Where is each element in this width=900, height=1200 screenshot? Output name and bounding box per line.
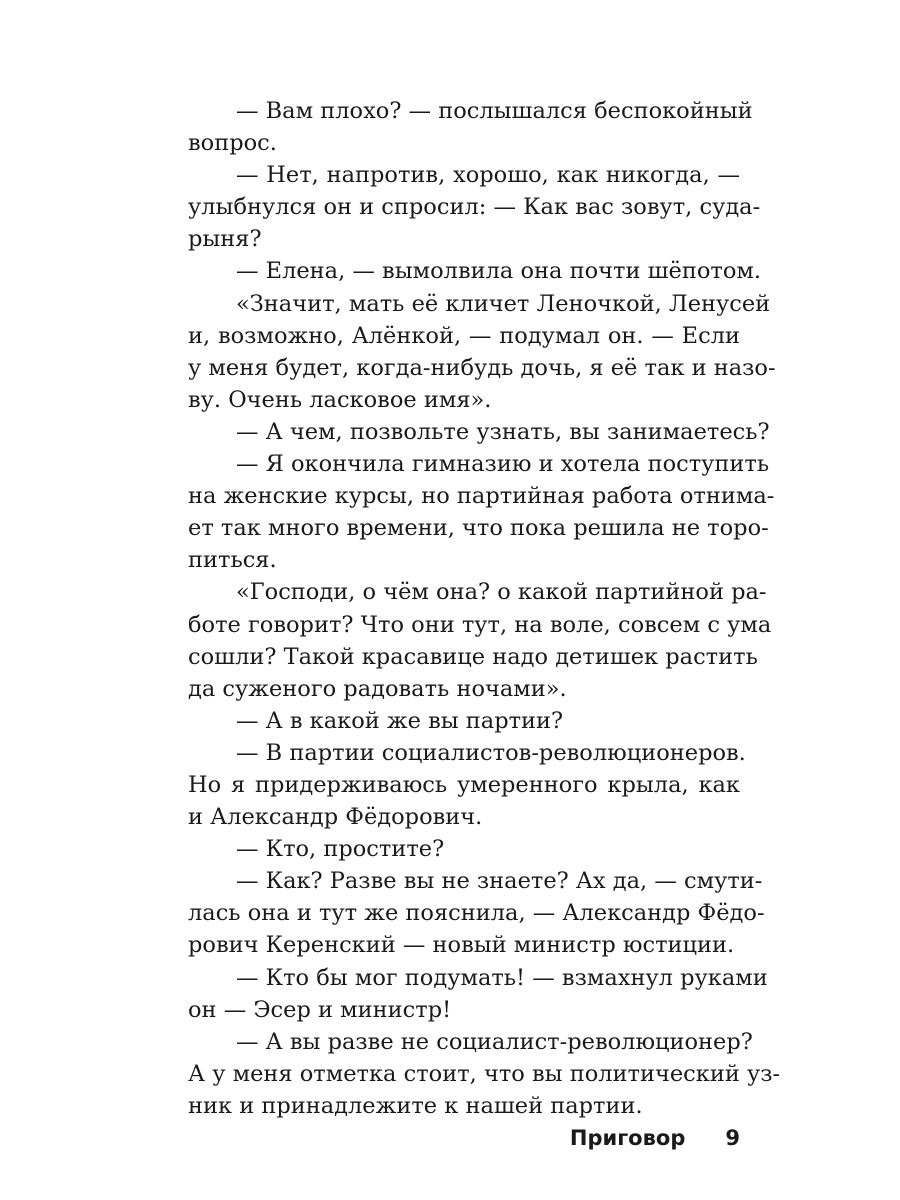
text-line: — Я окончила гимназию и хотела поступить	[236, 451, 770, 478]
paragraph	[188, 833, 740, 865]
text-line: на женские курсы, но партийная работа отнима-	[188, 483, 775, 510]
text-line: рович Керенский — новый министр юстиции.	[188, 932, 735, 959]
paragraph	[188, 95, 753, 159]
page-footer	[520, 1120, 740, 1156]
text-line: — А чем, позвольте узнать, вы занимаетесь?	[236, 418, 770, 445]
text-line: вопрос.	[188, 130, 277, 157]
text-line: ник и принадлежите к нашей партии.	[188, 1092, 643, 1119]
paragraph	[188, 962, 768, 1026]
paragraph	[188, 448, 775, 576]
text-line: рыня?	[188, 226, 262, 253]
paragraph	[188, 159, 761, 255]
text-line: — Как? Разве вы не знаете? Ах да, — смути-	[236, 868, 763, 895]
paragraph	[188, 576, 772, 704]
paragraph	[188, 737, 746, 833]
text-line: сошли? Такой красавице надо детишек растить	[188, 643, 758, 670]
text-line: улыбнулся он и спросил: — Как вас зовут, суда-	[188, 194, 761, 221]
text-line: ет так много времени, что пока решила не торо-	[188, 515, 769, 542]
running-title: Приговор	[569, 1126, 686, 1150]
paragraph	[188, 865, 765, 961]
text-line: лась она и тут же пояснила, — Александр Фёдо-	[188, 900, 765, 927]
text-line: — Вам плохо? — послышался беспокойный	[236, 98, 753, 124]
paragraph	[188, 416, 770, 448]
text-line: и, возможно, Алёнкой, — подумал он. — Если	[188, 322, 740, 349]
text-line: «Господи, о чём она? о какой партийной ра-	[236, 579, 767, 606]
text-line: — Кто бы мог подумать! — взмахнул руками	[236, 964, 768, 991]
text-line: — А в какой же вы партии?	[236, 707, 564, 734]
text-line: — Елена, — вымолвила она почти шёпотом.	[236, 258, 762, 285]
paragraph	[188, 288, 776, 416]
page-body	[188, 95, 781, 1122]
text-line: — Нет, напротив, хорошо, как никогда, —	[236, 162, 740, 189]
text-line: и Александр Фёдорович.	[188, 804, 483, 831]
paragraph	[188, 255, 762, 287]
paragraph	[188, 1026, 781, 1122]
paragraph	[188, 705, 740, 737]
text-line: боте говорит? Что они тут, на воле, совсем с ума	[188, 611, 772, 638]
text-line: он — Эсер и министр!	[188, 996, 452, 1023]
page-number: 9	[725, 1126, 740, 1150]
text-line: у меня будет, когда-нибудь дочь, я её так и назо-	[188, 354, 776, 381]
text-line: питься.	[188, 547, 277, 574]
text-line: да суженого радовать ночами».	[188, 675, 567, 702]
text-line: — В партии социалистов-революционеров.	[236, 739, 746, 766]
text-line: Но я придерживаюсь умеренного крыла, как	[188, 771, 740, 798]
text-line: ву. Очень ласковое имя».	[188, 386, 492, 413]
text-line: — А вы разве не социалист-революционер?	[236, 1028, 753, 1055]
text-line: «Значит, мать её кличет Леночкой, Ленусей	[236, 290, 771, 317]
text-line: — Кто, простите?	[236, 836, 445, 863]
text-line: А у меня отметка стоит, что вы политический уз-	[188, 1060, 781, 1087]
